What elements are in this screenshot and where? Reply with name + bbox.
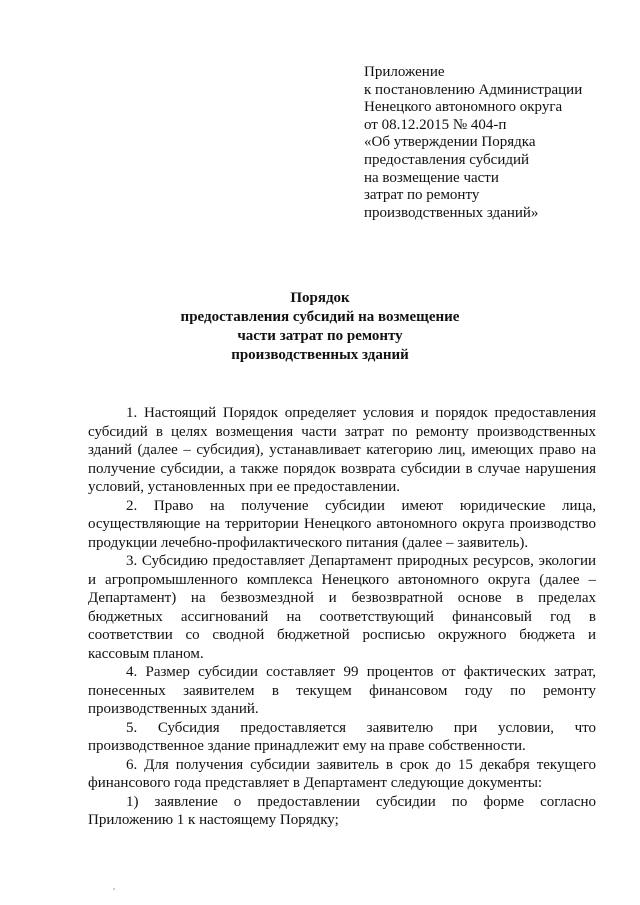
paragraph-6-item-1: 1) заявление о предоставлении субсидии по форме согласно Приложению 1 к настоящему Порядку; [88,793,596,828]
appendix-line: на возмещение части [364,169,499,186]
document-title [0,289,640,365]
appendix-line: Приложение [364,64,445,80]
appendix-line: «Об утверждении Порядка [364,134,536,151]
title-line: части затрат по ремонту [237,328,403,344]
title-line: Порядок [290,290,350,306]
appendix-line: Ненецкого автономного округа [364,99,563,116]
appendix-line: предоставления субсидий [364,151,530,168]
paragraph-3: 3. Субсидию предоставляет Департамент природных ресурсов, экологии и агропромышленного комплекса Ненецкого автономного округа (далее – Департамент) на безвозмездной и безвозвратной основе в пределах бюджетных ассигнований на соответствующий финансовый год в соответствии со сводной бюджетной росписью окружного бюджета и кассовым планом. [88,553,596,662]
paragraph-4: 4. Размер субсидии составляет 99 процентов от фактических затрат, понесенных заявителем в текущем финансовом году по ремонту производственных зданий. [88,664,596,717]
paragraph-1: 1. Настоящий Порядок определяет условия и порядок предоставления субсидий в целях возмещения части затрат по ремонту производственных зданий (далее – субсидия), устанавливает категорию лиц, имеющих право на получение субсидии, а также порядок возврата субсидии в случае нарушения условий, установленных при ее предоставлении. [88,405,596,495]
paragraph-2: 2. Право на получение субсидии имеют юридические лица, осуществляющие на территории Ненецкого автономного округа производство продукции лечебно-профилактического питания (далее – заявитель). [88,497,596,551]
appendix-header [364,64,624,222]
appendix-line: к постановлению Администрации [364,81,583,98]
scan-speck [113,888,115,890]
paragraph-6: 6. Для получения субсидии заявитель в срок до 15 декабря текущего финансового года представляет в Департамент следующие документы: [88,756,596,791]
paragraph-5: 5. Субсидия предоставляется заявителю при условии, что производственное здание принадлежит ему на праве собственности. [88,719,596,754]
title-line: производственных зданий [231,347,409,363]
document-body [88,404,596,830]
appendix-line: производственных зданий» [364,204,539,221]
appendix-line: от 08.12.2015 № 404-п [364,116,507,133]
appendix-line: затрат по ремонту [364,187,480,204]
title-line: предоставления субсидий на возмещение [180,309,460,325]
